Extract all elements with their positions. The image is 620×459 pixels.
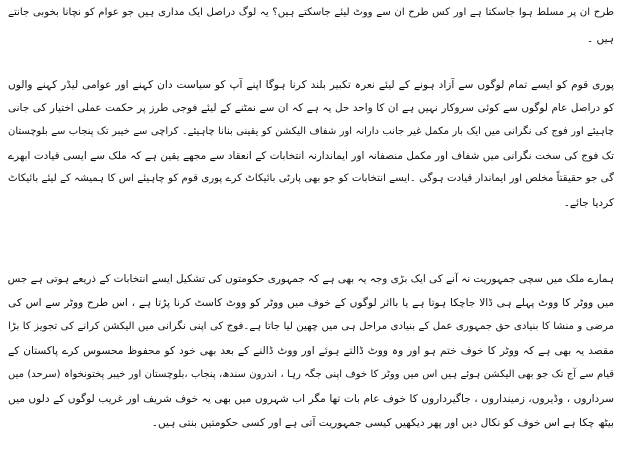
paragraph-1-line-1: طرح ان پر مسلط ہوا جاسکتا ہے اور کس طرح ان سے ووٹ لیئے جاسکتے ہیں؟ یہ لوگ دراصل ایک مداری ہیں جو عوام کو نچانا بخوبی جانتے	[8, 7, 614, 18]
paragraph-2-line-5: گی جو حقیقتاً مخلص اور ایماندار قیادت ہوگی ۔ایسے انتخابات کو جو بھی پارٹی بائیکاٹ کرے پوری قوم کو چاہیئے اس کا ہمیشہ کے لیئے بائیکاٹ	[8, 173, 614, 184]
paragraph-2-line-3: چاہیئے اور فوج کی نگرانی میں ایک بار مکمل غیر جانب دارانہ اور شفاف الیکشن کو یقینی بنانا چاہیئے۔ کراچی سے خیبر تک پنجاب سے بلوچستان	[8, 126, 614, 137]
paragraph-2-line-1: پوری قوم کو ایسے تمام لوگوں سے آزاد ہونے کے لیئے نعرہ تکبیر بلند کرنا ہوگا اپنے آپ کو سیاست دان کہنے اور عوامی لیڈر کہنے والوں	[8, 79, 614, 91]
paragraph-2-line-4: تک فوج کی سخت نگرانی میں شفاف اور مکمل منصفانہ اور ایماندارنہ انتخابات کے انعقاد سے مجھے یقین ہے کہ ملک سے ایسی قیادت ابھرے	[8, 150, 614, 162]
paragraph-3-line-7: بیٹھ چکا ہے اس خوف کو نکال دیں اور پھر دیکھیں کیسی جمہوریت آتی ہے اور کسی حکومتیں بنتی ہیں۔	[151, 417, 614, 429]
paragraph-2-line-6: کردیا جائے۔	[563, 197, 614, 209]
paragraph-3-line-1: ہمارے ملک میں سچی جمہوریت نہ آنے کی ایک بڑی وجہ یہ بھی ہے کہ جمہوری حکومتوں کی تشکیل ایسے انتخابات کے ذریعے ہوتی ہے جس	[8, 273, 614, 285]
paragraph-2-line-2: کو دراصل عام لوگوں سے کوئی سروکار نہیں ہے ان کا واحد حل یہ ہے کہ ان سے نمٹنے کے لیئے فوجی طرز پر حکمت عملی اختیار کی جانی	[8, 102, 614, 114]
paragraph-3-line-5: قیام سے آج تک جو بھی الیکشن ہوئے ہیں اس میں ووٹر کا خوف اپنی جگہ رہا ، اندرون سندھ، پنجاب ،بلوچستان اور خیبر پختونخواہ (سرحد) میں	[8, 369, 614, 380]
paragraph-3-line-2: میں ووٹر کا ووٹ پہلے ہی ڈالا جاچکا ہوتا ہے یا بااثر لوگوں کے خوف میں ووٹر کو ووٹ کاسٹ کرنا پڑتا ہے ، اس طرح ووٹر سے اس کی	[8, 297, 614, 309]
paragraph-1-line-2: ہیں ۔	[586, 33, 614, 45]
paragraph-3-line-6: سرداروں ، وڈیروں، زمینداروں ، جاگیرداروں کا خوف عام بات تھا مگر اب شہروں میں بھی یہ خوف شریف اور غریب لوگوں کے دلوں میں	[8, 393, 614, 405]
paragraph-3-line-4: مقصد یہ بھی ہے کہ ووٹر کا خوف ختم ہو اور وہ ووٹ ڈالتے ہوئے اور ووٹ ڈالنے کے بعد بھی خود کو محفوظ محسوس کرے پاکستان کے	[8, 345, 614, 357]
paragraph-3-line-3: مرضی و منشا کا بنیادی حق جمہوری عمل کے بنیادی مراحل ہی میں چھین لیا جاتا ہے۔فوج کی اپنی نگرانی میں الیکشن کرانے کی تجویز کا بڑا	[8, 321, 614, 332]
